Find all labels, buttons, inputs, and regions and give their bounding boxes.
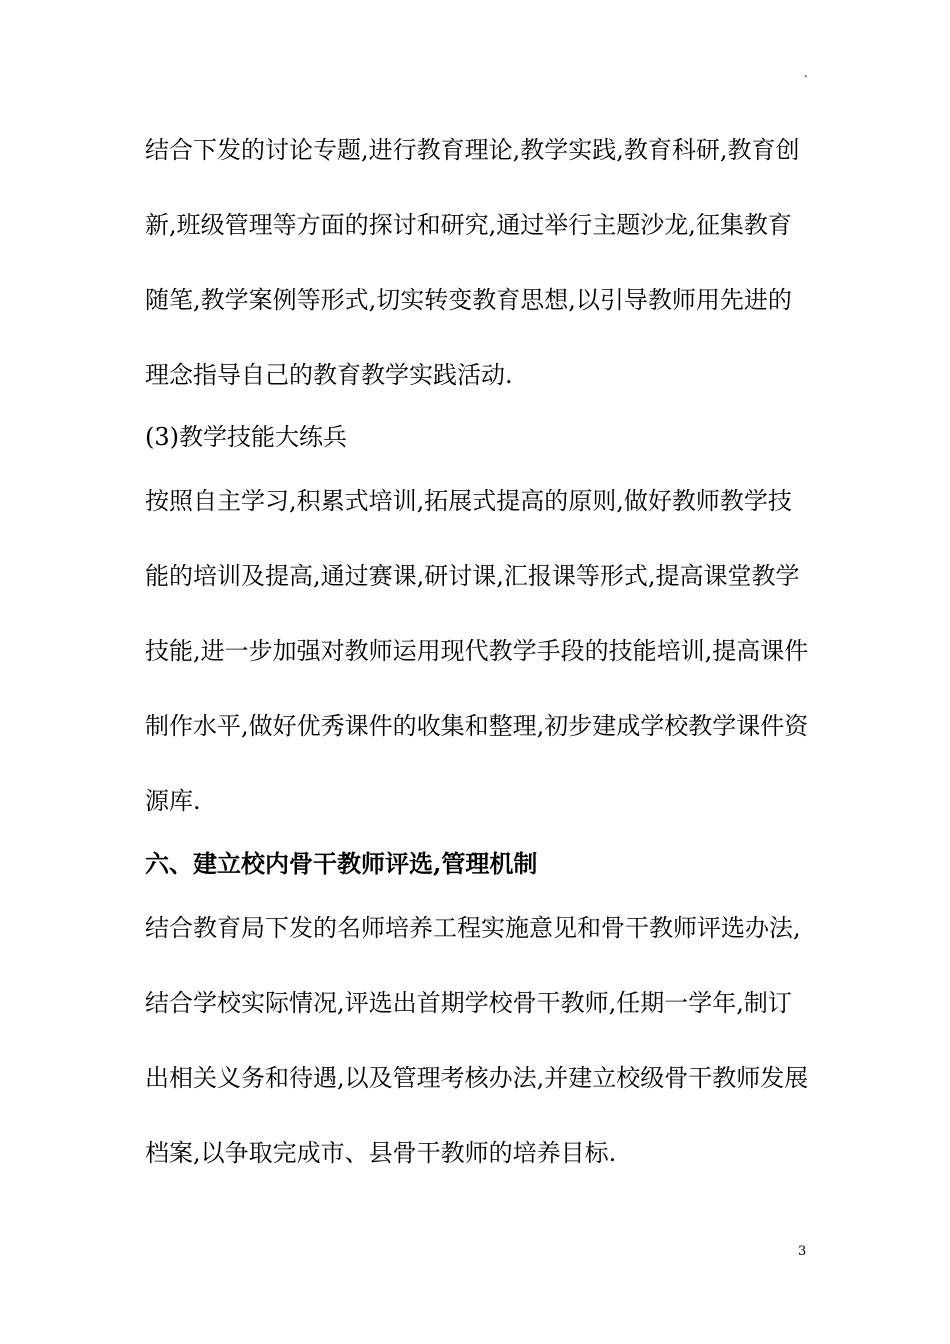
paragraph-line: 结合学校实际情况,评选出首期学校骨干教师,任期一学年,制订 [145, 989, 792, 1017]
header-mark: . [804, 66, 808, 80]
paragraph-line: 结合教育局下发的名师培养工程实施意见和骨干教师评选办法, [145, 914, 801, 942]
paragraph-line: 按照自主学习,积累式培训,拓展式提高的原则,做好教师教学技 [145, 487, 792, 515]
page-number: 3 [798, 1244, 807, 1259]
paragraph-line: 能的培训及提高,通过赛课,研讨课,汇报课等形式,提高课堂教学 [145, 562, 800, 590]
paragraph-line: 随笔,教学案例等形式,切实转变教育思想,以引导教师用先进的 [145, 286, 792, 314]
subsection-title: (3)教学技能大练兵 [145, 423, 347, 451]
paragraph-line: 理念指导自己的教育教学实践活动. [145, 361, 513, 389]
paragraph-line: 制作水平,做好优秀课件的收集和整理,初步建成学校教学课件资 [145, 712, 809, 740]
paragraph-line: 新,班级管理等方面的探讨和研究,通过举行主题沙龙,征集教育 [145, 211, 792, 239]
paragraph-line: 源库. [145, 787, 201, 815]
section-heading: 六、建立校内骨干教师评选,管理机制 [145, 849, 538, 878]
paragraph-line: 结合下发的讨论专题,进行教育理论,教学实践,教育科研,教育创 [145, 136, 800, 164]
paragraph-line: 出相关义务和待遇,以及管理考核办法,并建立校级骨干教师发展 [145, 1064, 809, 1092]
paragraph-line: 档案,以争取完成市、县骨干教师的培养目标. [145, 1139, 617, 1167]
paragraph-line: 技能,进一步加强对教师运用现代教学手段的技能培训,提高课件 [145, 637, 809, 665]
